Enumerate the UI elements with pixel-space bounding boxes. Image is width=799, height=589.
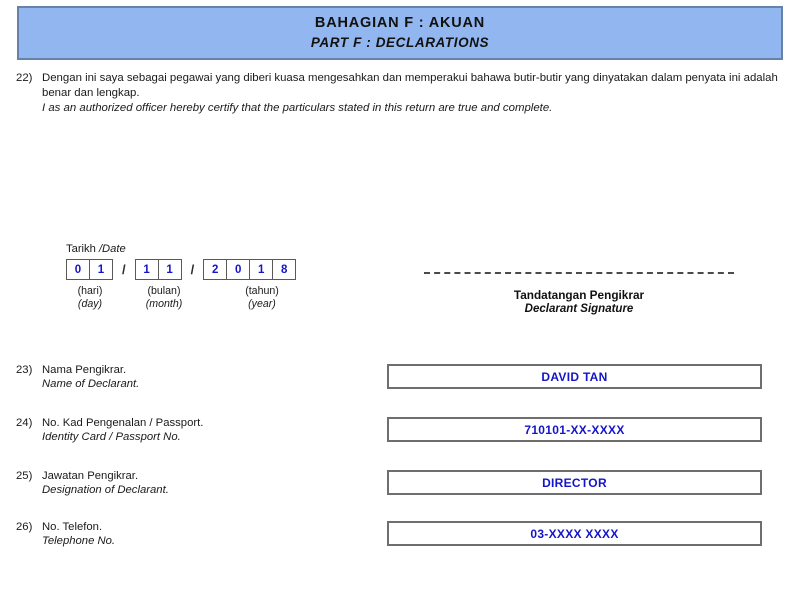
field-label-name-of-declarant <box>16 364 139 391</box>
date-year-group[interactable] <box>203 259 296 280</box>
date-year-digit-1[interactable]: 2 <box>203 259 227 280</box>
field-label-malay-26: No. Telefon. <box>42 521 103 533</box>
part-f-header-banner <box>17 6 783 60</box>
date-block <box>66 243 310 311</box>
field-text-23 <box>42 364 139 391</box>
date-sublabel-day <box>66 285 114 311</box>
signature-line[interactable] <box>424 272 734 274</box>
date-input-row <box>66 259 310 280</box>
date-sublabel-month <box>140 285 188 311</box>
field-number-26: 26) <box>16 521 33 533</box>
date-day-digit-1[interactable]: 0 <box>66 259 90 280</box>
field-value-identity-card-passport: 710101-XX-XXXX <box>524 422 625 437</box>
declaration-item-number: 22) <box>16 72 33 84</box>
signature-caption-english: Declarant Signature <box>524 303 634 315</box>
field-input-telephone-no[interactable] <box>387 521 762 546</box>
date-sublabels <box>66 285 310 311</box>
field-label-identity-card-passport <box>16 417 203 444</box>
field-row-identity-card-passport <box>16 417 784 443</box>
header-title-malay: BAHAGIAN F : AKUAN <box>314 15 486 31</box>
field-text-26 <box>42 521 115 548</box>
field-number-25: 25) <box>16 470 33 482</box>
field-row-telephone-no <box>16 521 784 547</box>
date-sublabel-year <box>214 285 310 311</box>
date-month-digit-1[interactable]: 1 <box>135 259 159 280</box>
header-title-english: PART F : DECLARATIONS <box>310 35 490 51</box>
field-label-english-25: Designation of Declarant. <box>42 483 169 496</box>
date-year-digit-4[interactable]: 8 <box>272 259 296 280</box>
field-label-english-26: Telephone No. <box>42 534 116 547</box>
date-month-digit-2[interactable]: 1 <box>158 259 182 280</box>
field-label-malay-24: No. Kad Pengenalan / Passport. <box>42 417 204 429</box>
date-sublabel-year-malay: (tahun) <box>245 285 279 297</box>
signature-caption-malay: Tandatangan Pengikrar <box>513 288 645 302</box>
field-value-telephone-no: 03-XXXX XXXX <box>530 526 619 541</box>
field-number-24: 24) <box>16 417 33 429</box>
declaration-text-malay: Dengan ini saya sebagai pegawai yang diberi kuasa mengesahkan dan memperakui bahawa butir-butir yang dinyatakan dalam penyata ini adalah benar dan lengkap. <box>42 72 778 99</box>
field-value-name-of-declarant: DAVID TAN <box>541 369 608 384</box>
field-label-english-23: Name of Declarant. <box>42 377 140 390</box>
date-sublabel-month-malay: (bulan) <box>147 285 181 297</box>
date-sublabel-year-english: (year) <box>248 298 276 310</box>
declaration-body <box>42 71 784 116</box>
date-day-group[interactable] <box>66 259 113 280</box>
field-label-malay-25: Jawatan Pengikrar. <box>42 470 139 482</box>
field-label-english-24: Identity Card / Passport No. <box>42 430 181 443</box>
field-label-telephone-no <box>16 521 115 548</box>
signature-block <box>424 272 734 316</box>
date-separator-1: / <box>122 262 126 277</box>
field-text-24 <box>42 417 203 444</box>
field-input-name-of-declarant[interactable] <box>387 364 762 389</box>
field-row-name-of-declarant <box>16 364 784 390</box>
date-label-english: /Date <box>98 243 126 255</box>
field-number-23: 23) <box>16 364 33 376</box>
field-label-malay-23: Nama Pengikrar. <box>42 364 127 376</box>
date-separator-2: / <box>190 262 195 277</box>
declaration-paragraph <box>16 71 784 116</box>
date-sublabel-day-english: (day) <box>77 298 103 310</box>
field-input-designation-of-declarant[interactable] <box>387 470 762 495</box>
date-year-digit-2[interactable]: 0 <box>226 259 250 280</box>
field-label-designation-of-declarant <box>16 470 169 497</box>
date-month-group[interactable] <box>135 259 182 280</box>
declaration-text-english: I as an authorized officer hereby certify that the particulars stated in this return are true and complete. <box>42 102 553 115</box>
field-input-identity-card-passport[interactable] <box>387 417 762 442</box>
date-sublabel-day-malay: (hari) <box>77 285 103 297</box>
date-year-digit-3[interactable]: 1 <box>249 259 273 280</box>
date-day-digit-2[interactable]: 1 <box>89 259 113 280</box>
date-label-malay: Tarikh <box>66 243 99 255</box>
field-row-designation-of-declarant <box>16 470 784 496</box>
field-text-25 <box>42 470 169 497</box>
date-label <box>66 243 310 255</box>
date-sublabel-month-english: (month) <box>145 298 183 310</box>
field-value-designation-of-declarant: DIRECTOR <box>542 475 607 490</box>
